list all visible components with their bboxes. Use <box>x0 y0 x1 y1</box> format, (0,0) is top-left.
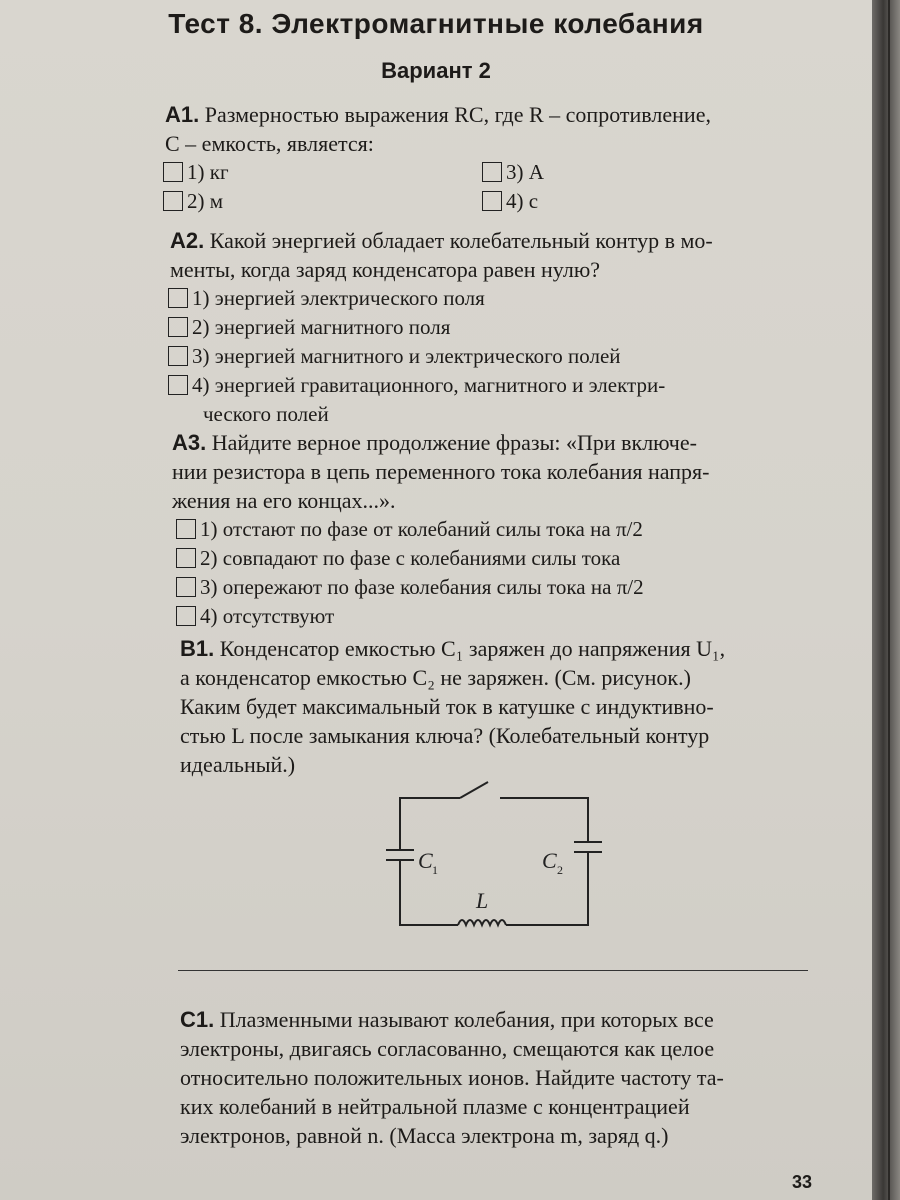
inductor-coil <box>458 920 506 925</box>
checkbox[interactable] <box>168 346 188 366</box>
question-b1-line4: стью L после замыкания ключа? (Колебательный контур <box>180 723 710 748</box>
a1-option-4[interactable] <box>482 187 538 215</box>
checkbox[interactable] <box>163 191 183 211</box>
checkbox[interactable] <box>482 191 502 211</box>
question-a1 <box>165 100 855 158</box>
option-text: 2) совпадают по фазе с колебаниями силы тока <box>200 546 621 570</box>
circuit-diagram <box>360 770 620 940</box>
a2-option-4[interactable] <box>168 371 665 399</box>
question-c1-line4: ких колебаний в нейтральной плазме с концентрацией <box>180 1094 690 1119</box>
option-text: 1) кг <box>187 160 229 184</box>
option-text: 2) м <box>187 189 224 213</box>
question-b1-line2: а конденсатор емкостью C₂ не заряжен. (См. рисунок.) <box>180 665 691 690</box>
label-c1: C <box>418 848 433 873</box>
option-text: 3) опережают по фазе колебания силы тока на π/2 <box>200 575 644 599</box>
question-a3 <box>172 428 862 515</box>
page-number: 33 <box>792 1172 813 1192</box>
question-a1-line1: Размерностью выражения RC, где R – сопротивление, <box>204 102 711 127</box>
switch-blade <box>460 782 488 798</box>
book-spine-line <box>888 0 890 1200</box>
option-text: 4) с <box>506 189 539 213</box>
a2-option-3[interactable] <box>168 342 621 370</box>
a3-option-4[interactable] <box>176 602 334 630</box>
question-b1-line3: Каким будет максимальный ток в катушке с индуктивно- <box>180 694 714 719</box>
question-a1-line2: C – емкость, является: <box>165 131 374 156</box>
page-title: Тест 8. Электромагнитные колебания <box>168 8 704 39</box>
label-c1-subscript: 1 <box>432 863 438 877</box>
option-text: 3) А <box>506 160 544 184</box>
a2-option-1[interactable] <box>168 284 485 312</box>
question-a2-line2: менты, когда заряд конденсатора равен нулю? <box>170 257 601 282</box>
option-text: 2) энергией магнитного поля <box>192 315 451 339</box>
question-a2 <box>170 226 860 284</box>
question-b1-line1: Конденсатор емкостью C₁ заряжен до напряжения U₁, <box>219 636 726 661</box>
wire-top-right <box>500 798 588 842</box>
question-a2-label: А2. <box>170 228 205 253</box>
question-a3-line1: Найдите верное продолжение фразы: «При включе- <box>211 430 697 455</box>
checkbox[interactable] <box>482 162 502 182</box>
question-c1-label: С1. <box>180 1007 215 1032</box>
option-text: 1) энергией электрического поля <box>192 286 485 310</box>
question-c1-line3: относительно положительных ионов. Найдите частоту та- <box>180 1065 724 1090</box>
option-text: 4) отсутствуют <box>200 604 335 628</box>
question-c1-line5: электронов, равной n. (Масса электрона m, заряд q.) <box>180 1123 669 1148</box>
checkbox[interactable] <box>168 317 188 337</box>
checkbox[interactable] <box>176 519 196 539</box>
checkbox[interactable] <box>168 288 188 308</box>
question-b1-line5: идеальный.) <box>180 752 296 777</box>
label-l: L <box>476 888 489 913</box>
question-c1-line2: электроны, двигаясь согласованно, смещаются как целое <box>180 1036 715 1061</box>
wire-top-left <box>400 798 460 850</box>
question-c1 <box>180 1005 860 1150</box>
section-divider <box>178 970 808 971</box>
question-a1-label: А1. <box>165 102 200 127</box>
question-a3-line3: жения на его концах...». <box>172 488 396 513</box>
question-a2-line1: Какой энергией обладает колебательный контур в мо- <box>209 228 713 253</box>
book-spine-edge <box>872 0 900 1200</box>
option-text: 4) энергией гравитационного, магнитного и электри- <box>192 373 666 397</box>
checkbox[interactable] <box>176 548 196 568</box>
question-b1 <box>180 634 860 779</box>
question-b1-label: В1. <box>180 636 215 661</box>
a1-option-1[interactable] <box>163 158 229 186</box>
checkbox[interactable] <box>176 577 196 597</box>
question-a3-line2: нии резистора в цепь переменного тока колебания напря- <box>172 459 710 484</box>
a3-option-2[interactable] <box>176 544 620 572</box>
a3-option-1[interactable] <box>176 515 643 543</box>
question-a3-label: А3. <box>172 430 207 455</box>
checkbox[interactable] <box>176 606 196 626</box>
label-c2-subscript: 2 <box>557 863 563 877</box>
option-text: 1) отстают по фазе от колебаний силы тока на π/2 <box>200 517 643 541</box>
a3-option-3[interactable] <box>176 573 644 601</box>
checkbox[interactable] <box>163 162 183 182</box>
checkbox[interactable] <box>168 375 188 395</box>
question-c1-line1: Плазменными называют колебания, при которых все <box>219 1007 714 1032</box>
a2-option-4-continuation: ческого полей <box>203 402 329 426</box>
a2-option-2[interactable] <box>168 313 450 341</box>
a1-option-3[interactable] <box>482 158 544 186</box>
variant-heading: Вариант 2 <box>381 58 491 83</box>
a1-option-2[interactable] <box>163 187 223 215</box>
label-c2: C <box>542 848 557 873</box>
option-text: 3) энергией магнитного и электрического полей <box>192 344 621 368</box>
